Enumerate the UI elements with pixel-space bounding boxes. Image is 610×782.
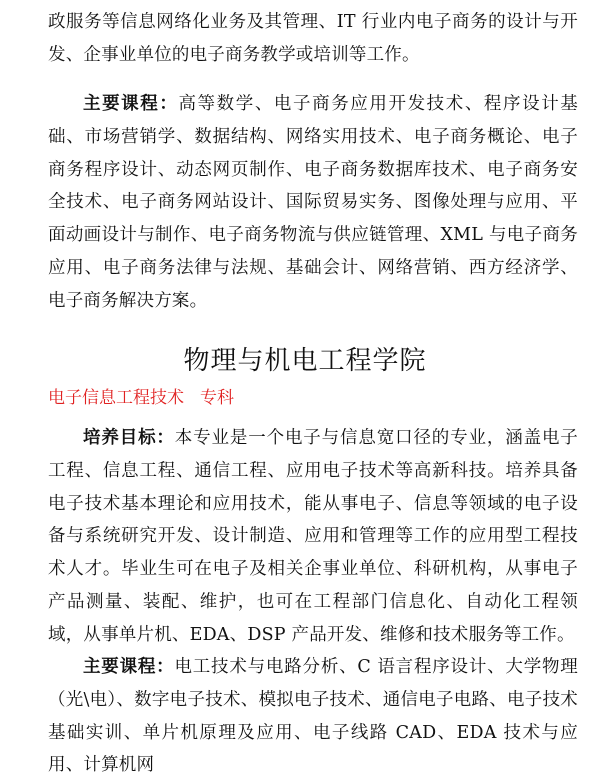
previous-section-intro: 政服务等信息网络化业务及其管理、IT 行业内电子商务的设计与开发、企事业单位的电子商务教学或培训等工作。 — [48, 12, 578, 65]
school-title: 物理与机电工程学院 — [183, 346, 427, 376]
courses-text: 高等数学、电子商务应用开发技术、程序设计基础、市场营销学、数据结构、网络实用技术、电子商务概论、电子商务程序设计、动态网页制作、电子商务数据库技术、电子商务安全技术、电子商务网站设计、国际贸易实务、图像处理与应用、平面动画设计与制作、电子商务物流与供应链管理、XML 与电子商务应用、电子商务法律与法规、基础会计、网络营销、西方经济学、电子商务解决方案。 — [48, 94, 579, 311]
main-courses — [48, 651, 578, 782]
objective-label: 培养目标： — [83, 428, 175, 448]
courses-label: 主要课程： — [83, 94, 179, 114]
major-name: 电子信息工程技术 — [48, 388, 184, 408]
main-courses-text: 电工技术与电路分析、C 语言程序设计、大学物理（光\电）、数字电子技术、模拟电子技术、通信电子电路、电子技术基础实训、单片机原理及应用、电子线路 CAD、EDA 技术与应用、计算机网 — [48, 657, 578, 776]
major-heading — [48, 385, 234, 411]
objective-text: 本专业是一个电子与信息宽口径的专业，涵盖电子工程、信息工程、通信工程、应用电子技术等高新科技。培养具备电子技术基本理论和应用技术，能从事电子、信息等领域的电子设备与系统研究开发、设计制造、应用和管理等工作的应用型工程技术人才。毕业生可在电子及相关企事业单位、科研机构，从事电子产品测量、装配、维护，也可在工程部门信息化、自动化工程领域，从事单片机、EDA、DSP 产品开发、维修和技术服务等工作。 — [48, 428, 579, 645]
previous-section-courses — [48, 88, 578, 318]
training-objective — [48, 422, 578, 652]
main-courses-label: 主要课程： — [83, 657, 175, 677]
major-level: 专科 — [200, 388, 234, 408]
